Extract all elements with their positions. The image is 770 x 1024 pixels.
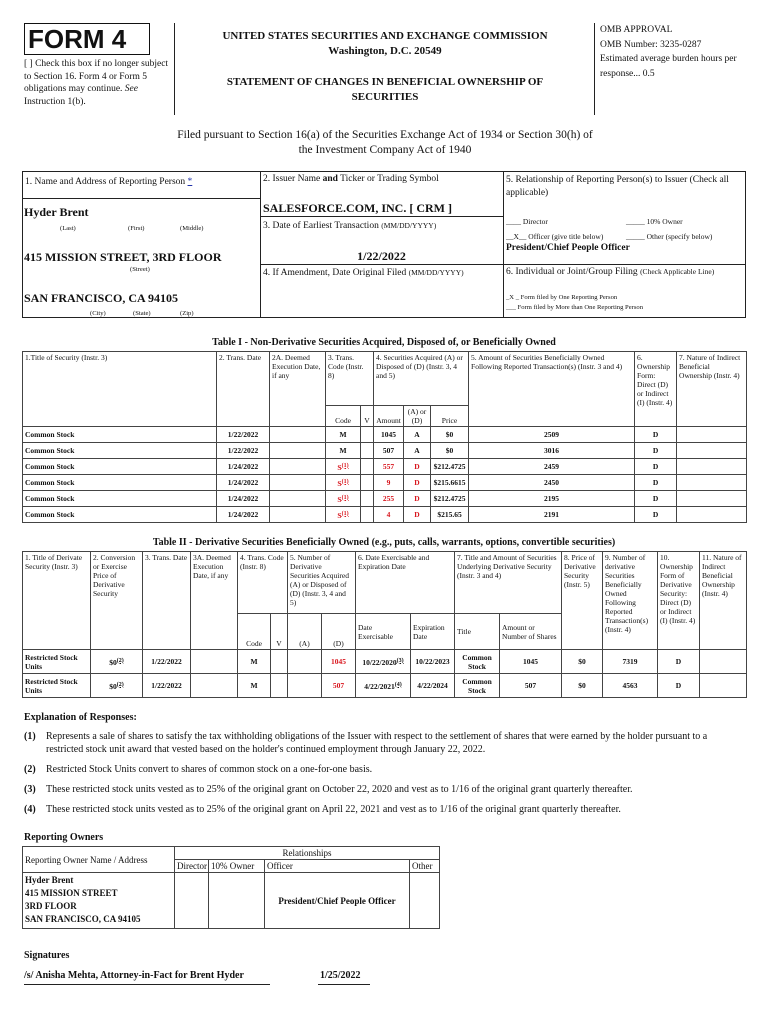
officer-check[interactable]: __X__ Officer (give title below) bbox=[506, 232, 604, 241]
footnote-ref[interactable]: (2) bbox=[116, 657, 124, 664]
reporting-city: SAN FRANCISCO, CA 94105 bbox=[24, 291, 179, 305]
table-row bbox=[23, 674, 747, 698]
t2-h6: 6. Date Exercisable and Expiration Date bbox=[356, 552, 455, 614]
trans-code: $S^{(1)}$ bbox=[326, 491, 361, 507]
zip-label: (Zip) bbox=[180, 310, 194, 317]
t2-h7: 7. Title and Amount of Securities Underlying Derivative Security (Instr. 3 and 4) bbox=[455, 552, 562, 614]
t2-d: (D) bbox=[322, 614, 356, 650]
t2-h8: 8. Price of Derivative Security (Instr. 5) bbox=[562, 552, 603, 650]
form-title-box bbox=[24, 23, 150, 55]
trans-date: 1/24/2022 bbox=[217, 507, 270, 523]
footnote-ref[interactable]: (3) bbox=[396, 657, 404, 664]
checkbox-text: [ ] Check this box if no longer subject to Section 16. Form 4 or Form 5 obligations may continue. bbox=[24, 59, 169, 94]
explanation-item bbox=[24, 803, 746, 816]
owners-col-director: Director bbox=[175, 860, 209, 873]
trans-date: 1/24/2022 bbox=[217, 475, 270, 491]
last-label: (Last) bbox=[60, 225, 76, 232]
price: $212.4725 bbox=[431, 491, 469, 507]
v-cell bbox=[361, 443, 374, 459]
t1-h7: 7. Nature of Indirect Beneficial Ownership (Instr. 4) bbox=[677, 352, 747, 427]
acq-disp: D bbox=[404, 459, 431, 475]
no-longer-subject-checkbox[interactable] bbox=[24, 58, 174, 108]
acquired bbox=[288, 650, 322, 674]
explanation-text: These restricted stock units vested as to 25% of the original grant on April 22, 2021 and vest as to 1/16 of the original grant quarterly thereafter. bbox=[46, 804, 621, 815]
table1 bbox=[22, 351, 747, 523]
derivative-title: Restricted Stock Units bbox=[23, 674, 91, 698]
trans-date: 1/24/2022 bbox=[217, 459, 270, 475]
t2-h10: 10. Ownership Form of Derivative Security: Direct (D) or Indirect (I) (Instr. 4) bbox=[658, 552, 700, 650]
acq-disp: D bbox=[404, 475, 431, 491]
security-title: Common Stock bbox=[23, 507, 217, 523]
t1-h5: 5. Amount of Securities Beneficially Owned Following Reported Transaction(s) (Instr. 3 and 4) bbox=[469, 352, 635, 427]
acquired bbox=[288, 674, 322, 698]
trans-code: M bbox=[238, 674, 271, 698]
derivative-title: Restricted Stock Units bbox=[23, 650, 91, 674]
trans-date: 1/22/2022 bbox=[217, 427, 270, 443]
explanation-text: These restricted stock units vested as to 25% of the original grant on October 22, 2020 and vest as to 1/16 of the original grant quarterly thereafter. bbox=[46, 784, 633, 795]
t1-h2: 2. Trans. Date bbox=[217, 352, 270, 427]
t2-h11: 11. Nature of Indirect Beneficial Ownership (Instr. 4) bbox=[700, 552, 747, 650]
middle-label: (Middle) bbox=[180, 225, 204, 232]
box6-label: 6. Individual or Joint/Group Filing (Check Applicable Line) bbox=[506, 267, 715, 277]
table2 bbox=[22, 551, 747, 698]
box3-label: 3. Date of Earliest Transaction (MM/DD/YYYY) bbox=[263, 221, 437, 231]
explanation-number: (1) bbox=[24, 731, 36, 742]
owners-col-ten: 10% Owner bbox=[209, 860, 265, 873]
t1-h1: 1.Title of Security (Instr. 3) bbox=[23, 352, 217, 427]
explanation-number: (3) bbox=[24, 784, 36, 795]
ownership-form: D bbox=[658, 674, 700, 698]
explanation-item bbox=[24, 730, 746, 756]
price: $215.6615 bbox=[431, 475, 469, 491]
trans-code: M bbox=[238, 650, 271, 674]
nature bbox=[677, 427, 747, 443]
deemed-date bbox=[270, 443, 326, 459]
agency-city: Washington, D.C. 20549 bbox=[328, 45, 442, 57]
t2-date-ex: Date Exercisable bbox=[356, 614, 411, 650]
disposed: 507 bbox=[322, 674, 356, 698]
state-label: (State) bbox=[133, 310, 151, 317]
footnote-ref[interactable]: (1) bbox=[341, 478, 349, 485]
trans-code: M bbox=[326, 443, 361, 459]
amount-owned: 3016 bbox=[469, 443, 635, 459]
v-cell bbox=[361, 427, 374, 443]
city-label: (City) bbox=[90, 310, 106, 317]
trans-code: M bbox=[326, 427, 361, 443]
amount: 1045 bbox=[374, 427, 404, 443]
t2-exp: Expiration Date bbox=[411, 614, 455, 650]
price: $0 bbox=[431, 443, 469, 459]
deemed-date bbox=[191, 674, 238, 698]
t1-h4: 4. Securities Acquired (A) or Disposed of (D) (Instr. 3, 4 and 5) bbox=[374, 352, 469, 406]
acq-disp: A bbox=[404, 427, 431, 443]
amount-owned: 2191 bbox=[469, 507, 635, 523]
t1-price: Price bbox=[431, 406, 469, 427]
amount-owned: 2195 bbox=[469, 491, 635, 507]
box5-label: 5. Relationship of Reporting Person(s) to Issuer (Check all applicable) bbox=[506, 175, 729, 198]
explanation-text: Represents a sale of shares to satisfy the tax withholding obligations of the Issuer with respect to the settlement of shares that were earned by the holder pursuant to a restricted stock unit award that vested based on the holder's continued employment through January 22, 2022. bbox=[46, 731, 708, 755]
nature bbox=[700, 650, 747, 674]
deemed-date bbox=[191, 650, 238, 674]
expiration-date: 10/22/2023 bbox=[411, 650, 455, 674]
table2-title: Table II - Derivative Securities Beneficially Owned (e.g., puts, calls, warrants, options, convertible securities) bbox=[152, 537, 616, 548]
more-person-check[interactable]: ___ Form filed by More than One Reporting Person bbox=[506, 304, 643, 311]
owner-address: Hyder Brent 415 MISSION STREET 3RD FLOOR SAN FRANCISCO, CA 94105 bbox=[23, 873, 175, 929]
security-title: Common Stock bbox=[23, 475, 217, 491]
earliest-transaction-date: 1/22/2022 bbox=[357, 249, 406, 263]
trans-code: $S^{(1)}$ bbox=[326, 475, 361, 491]
t1-code: Code bbox=[326, 406, 361, 427]
statement-title: STATEMENT OF CHANGES IN BENEFICIAL OWNERSHIP OF SECURITIES bbox=[226, 76, 544, 103]
signature-date: 1/25/2022 bbox=[320, 970, 361, 981]
checkbox-instr: Instruction 1(b). bbox=[24, 96, 86, 107]
explanation-item bbox=[24, 783, 746, 796]
amount-owned: 2509 bbox=[469, 427, 635, 443]
footnote-ref[interactable]: (1) bbox=[341, 462, 349, 469]
derivative-price: $0 bbox=[562, 650, 603, 674]
t1-amount: Amount bbox=[374, 406, 404, 427]
omb-box bbox=[594, 23, 746, 81]
deemed-date bbox=[270, 459, 326, 475]
owners-col-name: Reporting Owner Name / Address bbox=[23, 847, 175, 873]
omb-number: OMB Number: 3235-0287 bbox=[600, 39, 702, 50]
other-check[interactable]: _____ Other (specify below) bbox=[626, 232, 713, 241]
ownership-form: D bbox=[635, 459, 677, 475]
t2-h2: 2. Conversion or Exercise Price of Derivative Security bbox=[91, 552, 143, 650]
expiration-date: 4/22/2024 bbox=[411, 674, 455, 698]
underlying-title: Common Stock bbox=[455, 650, 500, 674]
t2-v: V bbox=[271, 614, 288, 650]
v-cell bbox=[361, 459, 374, 475]
signatures-title: Signatures bbox=[24, 950, 70, 961]
one-person-check[interactable]: _X _ Form filed by One Reporting Person bbox=[506, 294, 618, 301]
price: $0 bbox=[431, 427, 469, 443]
deemed-date bbox=[270, 507, 326, 523]
signature: /s/ Anisha Mehta, Attorney-in-Fact for Brent Hyder bbox=[24, 970, 244, 981]
footnote-ref[interactable]: (1) bbox=[341, 510, 349, 517]
box4-label: 4. If Amendment, Date Original Filed (MM/DD/YYYY) bbox=[263, 268, 464, 278]
derivatives-owned: 7319 bbox=[603, 650, 658, 674]
amount: 557 bbox=[374, 459, 404, 475]
trans-code: $S^{(1)}$ bbox=[326, 459, 361, 475]
ownership-form: D bbox=[635, 475, 677, 491]
owner-officer-title: President/Chief People Officer bbox=[265, 873, 410, 929]
agency-name: UNITED STATES SECURITIES AND EXCHANGE COMMISSION bbox=[222, 30, 548, 42]
filed-pursuant: Filed pursuant to Section 16(a) of the Securities Exchange Act of 1934 or Section 30(h) of the Investment Company Act of 1940 bbox=[177, 129, 593, 156]
trans-code: $S^{(1)}$ bbox=[326, 507, 361, 523]
t2-code: Code bbox=[238, 614, 271, 650]
security-title: Common Stock bbox=[23, 459, 217, 475]
t2-a: (A) bbox=[288, 614, 322, 650]
table-row bbox=[23, 443, 747, 459]
underlying-amount: 1045 bbox=[500, 650, 562, 674]
owners-title: Reporting Owners bbox=[24, 832, 104, 843]
nature bbox=[677, 475, 747, 491]
ownership-form: D bbox=[635, 443, 677, 459]
table-row bbox=[23, 507, 747, 523]
first-label: (First) bbox=[128, 225, 145, 232]
v-cell bbox=[271, 674, 288, 698]
t2-h9: 9. Number of derivative Securities Beneficially Owned Following Reported Transaction(s) (Instr. 4) bbox=[603, 552, 658, 650]
deemed-date bbox=[270, 427, 326, 443]
amount: 507 bbox=[374, 443, 404, 459]
acq-disp: D bbox=[404, 507, 431, 523]
t2-amt: Amount or Number of Shares bbox=[500, 614, 562, 650]
conversion-price: $0$^{(2)}$ bbox=[91, 674, 143, 698]
street-label: (Street) bbox=[130, 266, 150, 273]
trans-date: 1/24/2022 bbox=[217, 491, 270, 507]
ten-pct-check[interactable]: _____ 10% Owner bbox=[626, 217, 683, 226]
checkbox-see: See bbox=[124, 84, 138, 94]
t2-h3: 3. Trans. Date bbox=[143, 552, 191, 650]
explanation-number: (4) bbox=[24, 804, 36, 815]
issuer-name: SALESFORCE.COM, INC. [ CRM ] bbox=[263, 201, 452, 215]
nature bbox=[677, 443, 747, 459]
table-row bbox=[23, 459, 747, 475]
amount: 255 bbox=[374, 491, 404, 507]
underlying-title: Common Stock bbox=[455, 674, 500, 698]
reporting-street: 415 MISSION STREET, 3RD FLOOR bbox=[24, 250, 222, 264]
ownership-form: D bbox=[635, 491, 677, 507]
t2-t: Title bbox=[455, 614, 500, 650]
officer-title: President/Chief People Officer bbox=[506, 243, 630, 253]
ownership-form: D bbox=[635, 507, 677, 523]
nature bbox=[677, 459, 747, 475]
owners-col-other: Other bbox=[410, 860, 440, 873]
director-check[interactable]: ____ Director bbox=[506, 217, 548, 226]
owners-col-officer: Officer bbox=[265, 860, 410, 873]
t2-h3a: 3A. Deemed Execution Date, if any bbox=[191, 552, 238, 650]
form-title: FORM 4 bbox=[28, 24, 127, 54]
acq-disp: D bbox=[404, 491, 431, 507]
t2-h5: 5. Number of Derivative Securities Acquired (A) or Disposed of (D) (Instr. 3, 4 and 5) bbox=[288, 552, 356, 614]
amount: 4 bbox=[374, 507, 404, 523]
acq-disp: A bbox=[404, 443, 431, 459]
disposed: 1045 bbox=[322, 650, 356, 674]
price: $215.65 bbox=[431, 507, 469, 523]
v-cell bbox=[361, 507, 374, 523]
footnote-ref[interactable]: (2) bbox=[116, 681, 124, 688]
ownership-form: D bbox=[635, 427, 677, 443]
derivatives-owned: 4563 bbox=[603, 674, 658, 698]
table-row bbox=[23, 475, 747, 491]
v-cell bbox=[361, 491, 374, 507]
t2-h4: 4. Trans. Code (Instr. 8) bbox=[238, 552, 288, 614]
t1-ad: (A) or (D) bbox=[404, 406, 431, 427]
trans-date: 1/22/2022 bbox=[143, 650, 191, 674]
explanation-item bbox=[24, 763, 746, 776]
amount: 9 bbox=[374, 475, 404, 491]
table-row bbox=[23, 650, 747, 674]
t2-h1: 1. Title of Derivate Security (Instr. 3) bbox=[23, 552, 91, 650]
owners-table bbox=[22, 846, 440, 929]
v-cell bbox=[271, 650, 288, 674]
explanation-number: (2) bbox=[24, 764, 36, 775]
underlying-amount: 507 bbox=[500, 674, 562, 698]
t1-h2a: 2A. Deemed Execution Date, if any bbox=[270, 352, 326, 427]
owners-relationships: Relationships bbox=[175, 847, 440, 860]
price: $212.4725 bbox=[431, 459, 469, 475]
explanation-list bbox=[24, 730, 746, 823]
derivative-price: $0 bbox=[562, 674, 603, 698]
nature bbox=[677, 491, 747, 507]
conversion-price: $0$^{(2)}$ bbox=[91, 650, 143, 674]
table1-title: Table I - Non-Derivative Securities Acquired, Disposed of, or Beneficially Owned bbox=[212, 337, 556, 348]
date-exercisable: 4/22/2021$^{(4)}$ bbox=[356, 674, 411, 698]
t1-v: V bbox=[361, 406, 374, 427]
table-row bbox=[23, 491, 747, 507]
nature bbox=[700, 674, 747, 698]
ownership-form: D bbox=[658, 650, 700, 674]
nature bbox=[677, 507, 747, 523]
amount-owned: 2459 bbox=[469, 459, 635, 475]
trans-date: 1/22/2022 bbox=[143, 674, 191, 698]
v-cell bbox=[361, 475, 374, 491]
amount-owned: 2450 bbox=[469, 475, 635, 491]
footnote-ref[interactable]: (1) bbox=[341, 494, 349, 501]
deemed-date bbox=[270, 475, 326, 491]
footnote-ref[interactable]: (4) bbox=[394, 681, 402, 688]
omb-approval: OMB APPROVAL bbox=[600, 25, 673, 35]
date-exercisable: 10/22/2020$^{(3)}$ bbox=[356, 650, 411, 674]
t1-h6: 6. Ownership Form: Direct (D) or Indirect (I) (Instr. 4) bbox=[635, 352, 677, 427]
security-title: Common Stock bbox=[23, 427, 217, 443]
reporting-person-name: Hyder Brent bbox=[24, 205, 89, 219]
t1-h3: 3. Trans. Code (Instr. 8) bbox=[326, 352, 374, 406]
deemed-date bbox=[270, 491, 326, 507]
box1-label: 1. Name and Address of Reporting Person * bbox=[25, 177, 193, 187]
table-row bbox=[23, 427, 747, 443]
box2-label: 2. Issuer Name and Ticker or Trading Symbol bbox=[263, 174, 439, 184]
explanation-text: Restricted Stock Units convert to shares of common stock on a one-for-one basis. bbox=[46, 764, 373, 775]
security-title: Common Stock bbox=[23, 491, 217, 507]
trans-date: 1/22/2022 bbox=[217, 443, 270, 459]
omb-burden: Estimated average burden hours per response... 0.5 bbox=[600, 54, 737, 79]
security-title: Common Stock bbox=[23, 443, 217, 459]
explanation-title: Explanation of Responses: bbox=[24, 712, 137, 723]
